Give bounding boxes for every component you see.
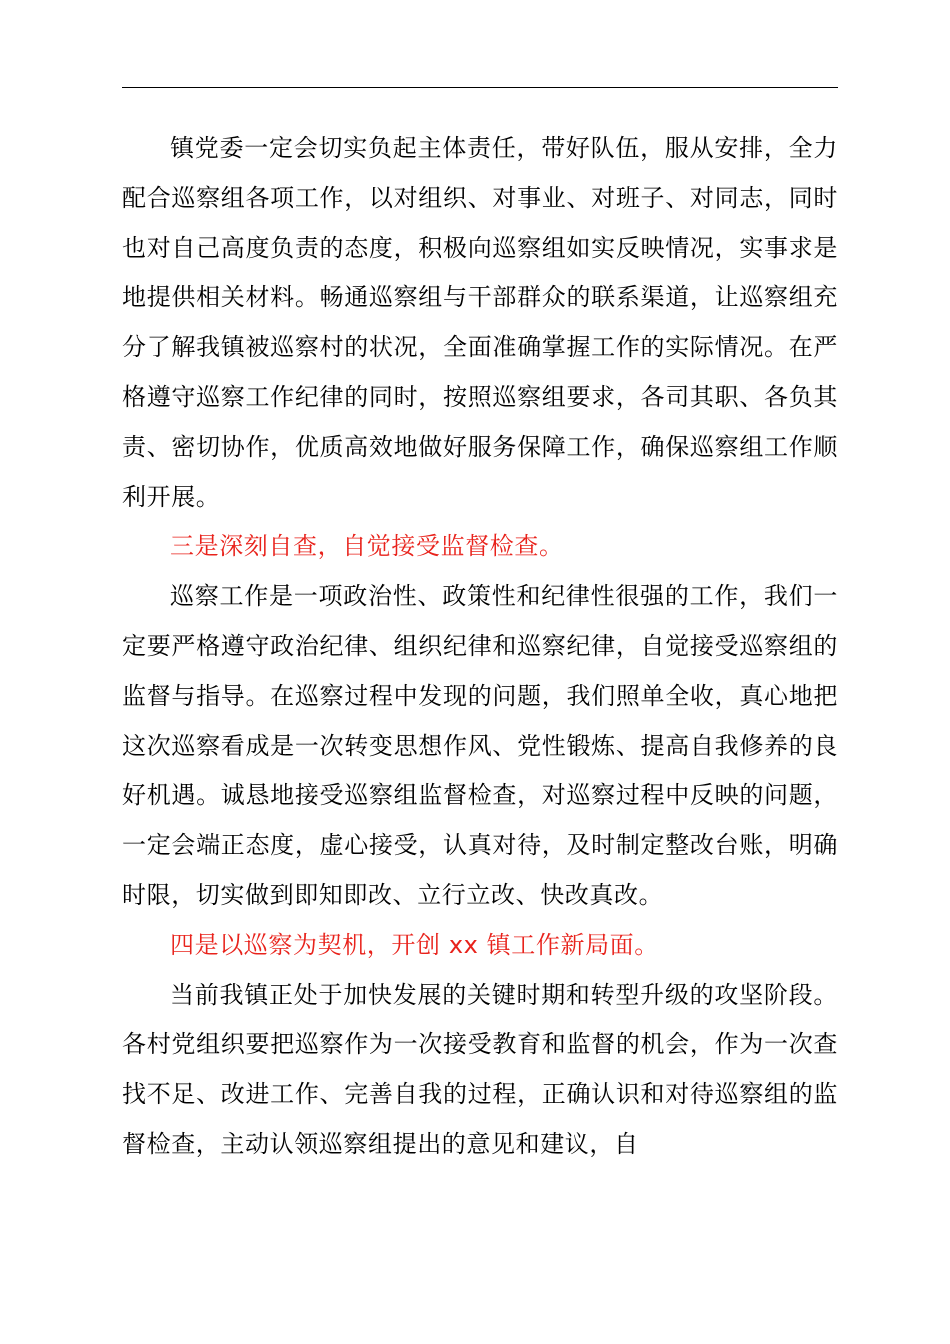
section-heading-4: 四是以巡察为契机，开创 xx 镇工作新局面。: [170, 930, 659, 959]
header-rule: [122, 87, 838, 88]
paragraph-body-2: 巡察工作是一项政治性、政策性和纪律性很强的工作，我们一定要严格遵守政治纪律、组织纪律和巡察纪律，自觉接受巡察组的监督与指导。在巡察过程中发现的问题，我们照单全收，真心地把这次巡察看成是一次转变思想作风、党性锻炼、提高自我修养的良好机遇。诚恳地接受巡察组监督检查，对巡察过程中反映的问题，一定会端正态度，虚心接受，认真对待，及时制定整改台账，明确时限，切实做到即知即改、立行立改、快改真改。: [122, 582, 838, 909]
section-heading-3: 三是深刻自查，自觉接受监督检查。: [170, 532, 564, 561]
paragraph-body-3: 当前我镇正处于加快发展的关键时期和转型升级的攻坚阶段。各村党组织要把巡察作为一次接受教育和监督的机会，作为一次查找不足、改进工作、完善自我的过程，正确认识和对待巡察组的监督检查，主动认领巡察组提出的意见和建议，自: [122, 980, 838, 1158]
document-body: [122, 124, 838, 1170]
paragraph-body-1: 镇党委一定会切实负起主体责任，带好队伍，服从安排，全力配合巡察组各项工作，以对组织、对事业、对班子、对同志，同时也对自己高度负责的态度，积极向巡察组如实反映情况，实事求是地提供相关材料。畅通巡察组与干部群众的联系渠道，让巡察组充分了解我镇被巡察村的状况，全面准确掌握工作的实际情况。在严格遵守巡察工作纪律的同时，按照巡察组要求，各司其职、各负其责、密切协作，优质高效地做好服务保障工作，确保巡察组工作顺利开展。: [122, 134, 838, 511]
